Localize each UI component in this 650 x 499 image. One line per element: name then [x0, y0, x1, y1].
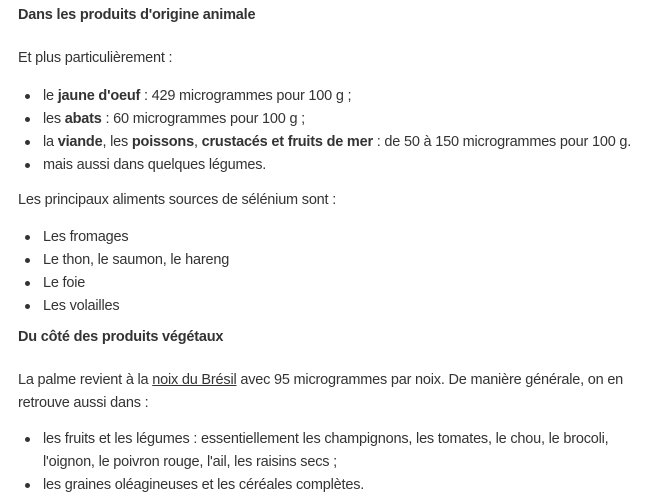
- bullet-icon: [25, 235, 30, 240]
- bullet-icon: [25, 117, 30, 122]
- bullet-icon: [25, 437, 30, 442]
- list-item: les fruits et les légumes : essentiellement les champignons, les tomates, le chou, le brocoli, l'oignon, le poivron rouge, l'ail, les raisins secs ;: [18, 428, 644, 474]
- noix-du-bresil-link[interactable]: noix du Brésil: [152, 372, 237, 388]
- list-item: les abats : 60 microgrammes pour 100 g ;: [18, 108, 644, 131]
- bullet-icon: [25, 94, 30, 99]
- list-item: mais aussi dans quelques légumes.: [18, 154, 644, 177]
- list-item: le jaune d'oeuf : 429 microgrammes pour 100 g ;: [18, 85, 644, 108]
- heading-plant-products: Du côté des produits végétaux: [18, 329, 224, 345]
- list-item: la viande, les poissons, crustacés et fruits de mer : de 50 à 150 microgrammes pour 100 g.: [18, 131, 644, 154]
- bullet-icon: [25, 483, 30, 488]
- bullet-icon: [25, 304, 30, 309]
- list-item: Le thon, le saumon, le hareng: [18, 249, 644, 272]
- plant-sources-list: [18, 428, 644, 497]
- selenium-sources-intro: Les principaux aliments sources de sélénium sont :: [18, 192, 337, 208]
- animal-sources-list: [18, 85, 644, 177]
- list-item: Le foie: [18, 272, 644, 295]
- plant-paragraph: La palme revient à la noix du Brésil avec 95 microgrammes par noix. De manière générale, on en retrouve aussi dans :: [18, 372, 624, 411]
- list-item: les graines oléagineuses et les céréales complètes.: [18, 474, 644, 497]
- heading-animal-products: Dans les produits d'origine animale: [18, 7, 256, 23]
- bullet-icon: [25, 281, 30, 286]
- bullet-icon: [25, 258, 30, 263]
- list-item: Les fromages: [18, 226, 644, 249]
- intro-paragraph: Et plus particulièrement :: [18, 50, 173, 66]
- selenium-sources-list: [18, 226, 644, 318]
- bullet-icon: [25, 163, 30, 168]
- list-item: Les volailles: [18, 295, 644, 318]
- bullet-icon: [25, 140, 30, 145]
